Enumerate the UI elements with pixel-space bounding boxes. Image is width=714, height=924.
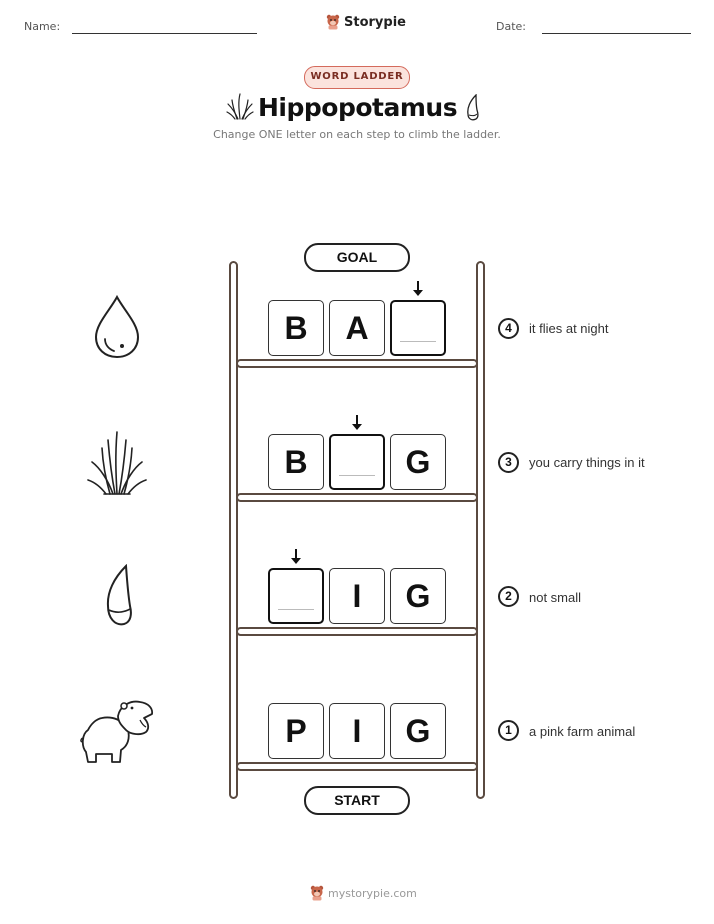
footer-brand: [310, 885, 417, 901]
start-label: START: [304, 786, 410, 815]
clue-text: you carry things in it: [529, 455, 645, 470]
ladder-rung: [236, 359, 478, 368]
arrow-down-icon: [412, 281, 424, 297]
brand-logo: [326, 14, 406, 30]
name-field[interactable]: [72, 33, 257, 34]
ladder-left-rail: [229, 261, 238, 799]
step-number: 4: [498, 318, 519, 339]
tusk-icon: [100, 564, 136, 628]
arrow-down-icon: [351, 415, 363, 431]
water-drop-icon: [92, 294, 142, 360]
letter-tile: A: [329, 300, 385, 356]
letter-tile: B: [268, 434, 324, 490]
blank-letter-tile[interactable]: [268, 568, 324, 624]
letter-tile: I: [329, 703, 385, 759]
ladder-rung: [236, 627, 478, 636]
date-field[interactable]: [542, 33, 691, 34]
grass-icon: [86, 428, 148, 496]
letter-tile: I: [329, 568, 385, 624]
grass-icon: [226, 92, 254, 120]
blank-letter-tile[interactable]: [390, 300, 446, 356]
letter-tile: P: [268, 703, 324, 759]
tusk-icon: [464, 94, 482, 122]
instructions: Change ONE letter on each step to climb the ladder.: [213, 128, 501, 141]
blank-letter-tile[interactable]: [329, 434, 385, 490]
step-number: 3: [498, 452, 519, 473]
step-number: 1: [498, 720, 519, 741]
page-title: Hippopotamus: [258, 93, 458, 122]
hippo-icon: [78, 694, 156, 766]
letter-tile: B: [268, 300, 324, 356]
ladder-rung: [236, 493, 478, 502]
footer-site[interactable]: mystorypie.com: [328, 886, 417, 900]
letter-tile: G: [390, 434, 446, 490]
brand-name: Storypie: [344, 14, 406, 30]
activity-tag: WORD LADDER: [304, 66, 410, 89]
ladder-rung: [236, 762, 478, 771]
letter-tile: G: [390, 568, 446, 624]
goal-label: GOAL: [304, 243, 410, 272]
clue-text: not small: [529, 590, 582, 605]
date-label: Date:: [496, 20, 526, 33]
ladder-right-rail: [476, 261, 485, 799]
bear-mascot-icon: [310, 885, 324, 901]
clue-text: a pink farm animal: [529, 724, 636, 739]
letter-tile: G: [390, 703, 446, 759]
arrow-down-icon: [290, 549, 302, 565]
clue-text: it flies at night: [529, 321, 609, 336]
step-number: 2: [498, 586, 519, 607]
bear-mascot-icon: [326, 14, 340, 30]
name-label: Name:: [24, 20, 61, 33]
